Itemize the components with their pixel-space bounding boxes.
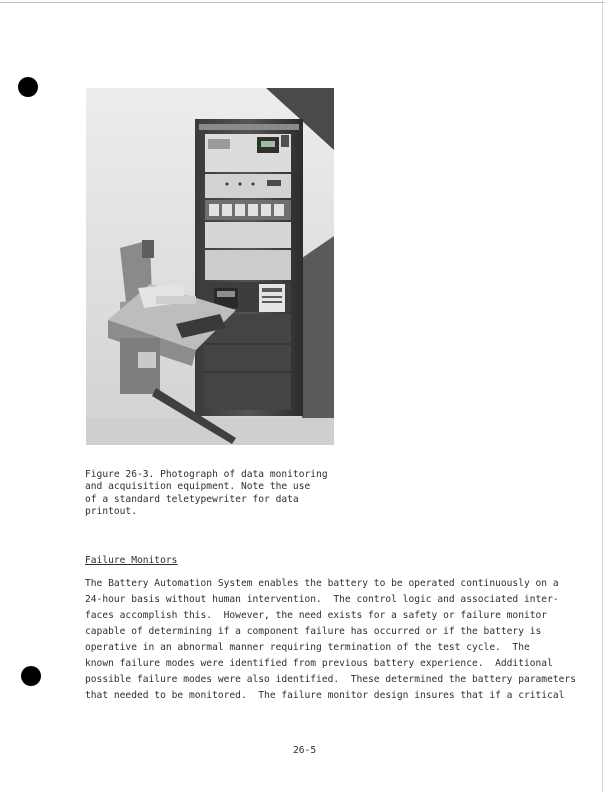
equipment-photo-illustration [86,88,334,445]
paragraph-line: 24-hour basis without human intervention. The control logic and associated inter- [85,594,559,605]
binder-hole-top [18,77,38,97]
page-number: 26-5 [293,745,317,756]
paragraph-line: that needed to be monitored. The failure monitor design insures that if a critical [85,690,565,701]
section-paragraph [85,576,576,704]
paragraph-line: possible failure modes were also identified. These determined the battery parameters [85,674,576,685]
top-edge-rule [0,2,605,3]
paragraph-line: operative in an abnormal manner requiring termination of the test cycle. The [85,642,530,653]
paragraph-line: faces accomplish this. However, the need exists for a safety or failure monitor [85,610,548,621]
equipment-photograph [86,88,334,445]
figure-caption: Figure 26-3. Photograph of data monitoring and acquisition equipment. Note the use of a standard teletypewriter for data printout. [85,469,328,517]
section-heading: Failure Monitors [85,555,178,566]
binder-hole-bottom [21,666,41,686]
paragraph-line: capable of determining if a component failure has occurred or if the battery is [85,626,542,637]
paragraph-line: known failure modes were identified from previous battery experience. Additional [85,658,553,669]
paragraph-line: The Battery Automation System enables the battery to be operated continuously on a [85,578,559,589]
right-edge-rule [602,0,603,792]
